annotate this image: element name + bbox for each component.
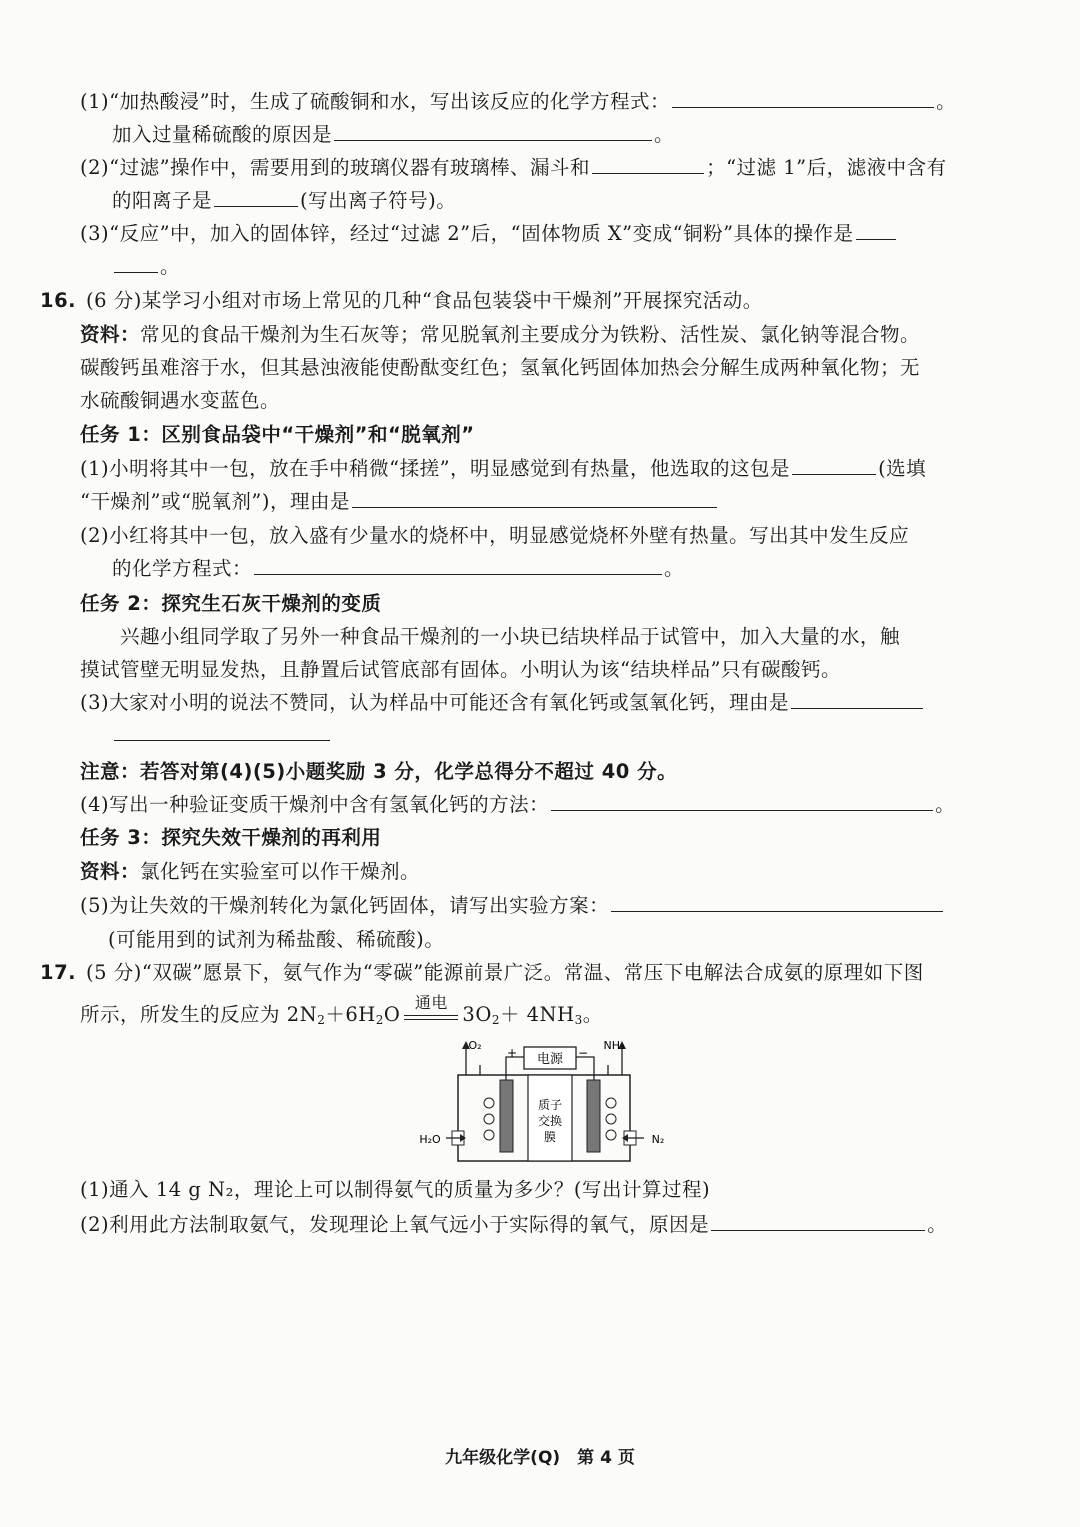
task1-part2-line1 bbox=[80, 521, 909, 551]
eq-subscript: 2 bbox=[375, 1013, 384, 1027]
power-label: 电源 bbox=[536, 1052, 564, 1067]
bonus-note bbox=[80, 757, 677, 787]
task3-part5-text: (5)为让失效的干燥剂转化为氯化钙固体，请写出实验方案： bbox=[80, 894, 610, 917]
info-text: 氯化钙在实验室可以作干燥剂。 bbox=[140, 860, 421, 883]
answer-blank[interactable] bbox=[792, 454, 876, 475]
task2-part3-line1 bbox=[80, 688, 925, 718]
q15-part3-line2 bbox=[112, 252, 180, 282]
eq-part: O bbox=[383, 1003, 401, 1026]
q15-part1-text: (1)“加热酸浸”时，生成了硫酸铜和水，写出该反应的化学方程式： bbox=[80, 90, 671, 113]
punct: 。 bbox=[927, 1213, 948, 1236]
punct: 。 bbox=[582, 1003, 603, 1026]
task1-part2-text: (2)小红将其中一包，放入盛有少量水的烧杯中，明显感觉烧杯外壁有热量。写出其中发生反应 bbox=[80, 524, 910, 547]
eq-subscript: 3 bbox=[574, 1013, 583, 1027]
reaction-equation bbox=[286, 992, 603, 1027]
task3-info-line bbox=[80, 857, 420, 887]
task3-part5-line1 bbox=[80, 891, 945, 921]
info-label: 资料： bbox=[80, 860, 141, 883]
condition-text: 通电 bbox=[414, 992, 448, 1012]
task1-part2-line2 bbox=[112, 554, 684, 584]
task3-heading bbox=[80, 823, 381, 853]
reaction-condition bbox=[404, 992, 458, 1028]
task1-title: 任务 1：区别食品袋中“干燥剂”和“脱氧剂” bbox=[80, 423, 475, 446]
q15-part2-hint: (写出离子符号)。 bbox=[300, 189, 457, 212]
info-label: 资料： bbox=[80, 323, 141, 346]
q15-part2-text: (2)“过滤”操作中，需要用到的玻璃仪器有玻璃棒、漏斗和 bbox=[80, 156, 591, 179]
bubble bbox=[606, 1098, 616, 1108]
q15-part1-line2 bbox=[112, 120, 674, 150]
q15-part2-text-b: ；“过滤 1”后，滤液中含有 bbox=[706, 156, 947, 179]
positive-sign: + bbox=[506, 1046, 518, 1060]
q17-part2-text: (2)利用此方法制取氨气，发现理论上氧气远小于实际得的氧气，原因是 bbox=[80, 1213, 710, 1236]
punct: 。 bbox=[664, 557, 685, 580]
task1-part1-line2 bbox=[80, 487, 719, 517]
bubble bbox=[484, 1114, 494, 1124]
note-text: 注意：若答对第(4)(5)小题奖励 3 分，化学总得分不超过 40 分。 bbox=[80, 760, 678, 783]
task2-text-line1 bbox=[120, 622, 900, 652]
q17-intro: (5 分)“双碳”愿景下，氨气作为“零碳”能源前景广泛。常温、常压下电解法合成氨的原理如下图 bbox=[86, 961, 924, 984]
eq-subscript: 2 bbox=[317, 1013, 326, 1027]
answer-blank[interactable] bbox=[856, 219, 896, 240]
punct: 。 bbox=[935, 793, 956, 816]
answer-blank[interactable] bbox=[791, 688, 923, 709]
task2-part4-text: (4)写出一种验证变质干燥剂中含有氢氧化钙的方法： bbox=[80, 793, 550, 816]
answer-blank[interactable] bbox=[352, 487, 717, 508]
task2-part3-text: (3)大家对小明的说法不赞同，认为样品中可能还含有氧化钙或氢氧化钙，理由是 bbox=[80, 691, 790, 714]
q16-intro-line bbox=[40, 286, 763, 316]
answer-blank[interactable] bbox=[254, 554, 662, 575]
q16-intro: (6 分)某学习小组对市场上常见的几种“食品包装袋中干燥剂”开展探究活动。 bbox=[86, 289, 763, 312]
membrane-label: 膜 bbox=[543, 1130, 557, 1144]
answer-blank[interactable] bbox=[611, 891, 943, 912]
info-text: 碳酸钙虽难溶于水，但其悬浊液能使酚酞变红色；氢氧化钙固体加热会分解生成两种氧化物；无 bbox=[80, 356, 921, 379]
question-number: 16. bbox=[40, 289, 77, 312]
task3-part5-hint: (可能用到的试剂为稀盐酸、稀硫酸)。 bbox=[108, 928, 445, 951]
task2-heading bbox=[80, 589, 381, 619]
punct: 。 bbox=[654, 123, 675, 146]
q17-part1-line bbox=[80, 1175, 710, 1205]
page-footer: 九年级化学(Q) 第 4 页 bbox=[445, 1448, 635, 1468]
task3-part5-line2 bbox=[108, 925, 444, 955]
task2-part3-line2 bbox=[112, 720, 332, 750]
q15-part2-line1 bbox=[80, 153, 947, 183]
task2-text: 摸试管壁无明显发热，且静置后试管底部有固体。小明认为该“结块样品”只有碳酸钙。 bbox=[80, 658, 841, 681]
h2o-label: H₂O bbox=[419, 1133, 441, 1146]
q17-intro2: 所示，所发生的反应为 bbox=[80, 1003, 281, 1026]
answer-blank[interactable] bbox=[672, 87, 934, 108]
n2-label: N₂ bbox=[651, 1133, 665, 1146]
cathode-electrode bbox=[587, 1080, 600, 1152]
answer-blank[interactable] bbox=[551, 790, 933, 811]
anode-electrode bbox=[500, 1080, 513, 1152]
task1-part2-eq-text: 的化学方程式： bbox=[112, 557, 253, 580]
question-number: 17. bbox=[40, 961, 77, 984]
q15-part1-line1 bbox=[80, 87, 956, 117]
negative-sign: − bbox=[577, 1046, 589, 1060]
task3-title: 任务 3：探究失效干燥剂的再利用 bbox=[80, 826, 382, 849]
answer-blank[interactable] bbox=[214, 186, 298, 207]
q16-info-line2 bbox=[80, 353, 920, 383]
answer-blank[interactable] bbox=[114, 720, 330, 741]
task2-part4-line bbox=[80, 790, 955, 820]
task1-part1-text: (1)小明将其中一包，放在手中稍微“揉搓”，明显感觉到有热量，他选取的这包是 bbox=[80, 457, 791, 480]
eq-part: ＋6H bbox=[325, 1003, 376, 1026]
info-text: 常见的食品干燥剂为生石灰等；常见脱氧剂主要成分为铁粉、活性炭、氯化钠等混合物。 bbox=[140, 323, 921, 346]
q15-part2-line2 bbox=[112, 186, 456, 216]
bubble bbox=[606, 1114, 616, 1124]
info-text: 水硫酸铜遇水变蓝色。 bbox=[80, 389, 281, 412]
answer-blank[interactable] bbox=[114, 252, 158, 273]
membrane-label: 质子 bbox=[537, 1098, 563, 1112]
task1-part1-reason: “干燥剂”或“脱氧剂”)，理由是 bbox=[80, 490, 350, 513]
q15-part3-line1 bbox=[80, 219, 898, 249]
bubble bbox=[606, 1130, 616, 1140]
eq-part: ＋ 4NH bbox=[499, 1003, 575, 1026]
punct: 。 bbox=[936, 90, 957, 113]
q17-equation-line bbox=[80, 992, 603, 1035]
q17-intro-line bbox=[40, 958, 924, 988]
task2-text: 兴趣小组同学取了另外一种食品干燥剂的一小块已结块样品于试管中，加入大量的水，触 bbox=[120, 625, 901, 648]
answer-blank[interactable] bbox=[711, 1210, 925, 1231]
q16-info-line1 bbox=[80, 320, 920, 350]
punct: 。 bbox=[160, 255, 181, 278]
answer-blank[interactable] bbox=[592, 153, 704, 174]
q15-part3-text: (3)“反应”中，加入的固体锌，经过“过滤 2”后，“固体物质 X”变成“铜粉”具体的操作是 bbox=[80, 222, 854, 245]
task1-heading bbox=[80, 420, 475, 450]
q15-part1-reason-text: 加入过量稀硫酸的原因是 bbox=[112, 123, 333, 146]
q16-info-line3 bbox=[80, 386, 280, 416]
q17-part2-line bbox=[80, 1210, 947, 1240]
task2-title: 任务 2：探究生石灰干燥剂的变质 bbox=[80, 592, 382, 615]
electrolysis-diagram bbox=[400, 1035, 680, 1170]
membrane-label: 交换 bbox=[537, 1114, 563, 1128]
task2-text-line2 bbox=[80, 655, 841, 685]
eq-part: 3O bbox=[462, 1003, 492, 1026]
task1-part1-hint: (选填 bbox=[878, 457, 927, 480]
eq-part: 2N bbox=[286, 1003, 318, 1026]
task1-part1-line1 bbox=[80, 454, 926, 484]
o2-label: O₂ bbox=[468, 1039, 482, 1052]
bubble bbox=[484, 1098, 494, 1108]
q17-part1-text: (1)通入 14 g N₂，理论上可以制得氨气的质量为多少？(写出计算过程) bbox=[80, 1178, 711, 1201]
answer-blank[interactable] bbox=[334, 120, 652, 141]
q15-part2-ion-text: 的阳离子是 bbox=[112, 189, 213, 212]
nh3-label: NH₃ bbox=[603, 1039, 625, 1052]
bubble bbox=[484, 1130, 494, 1140]
eq-subscript: 2 bbox=[491, 1013, 500, 1027]
